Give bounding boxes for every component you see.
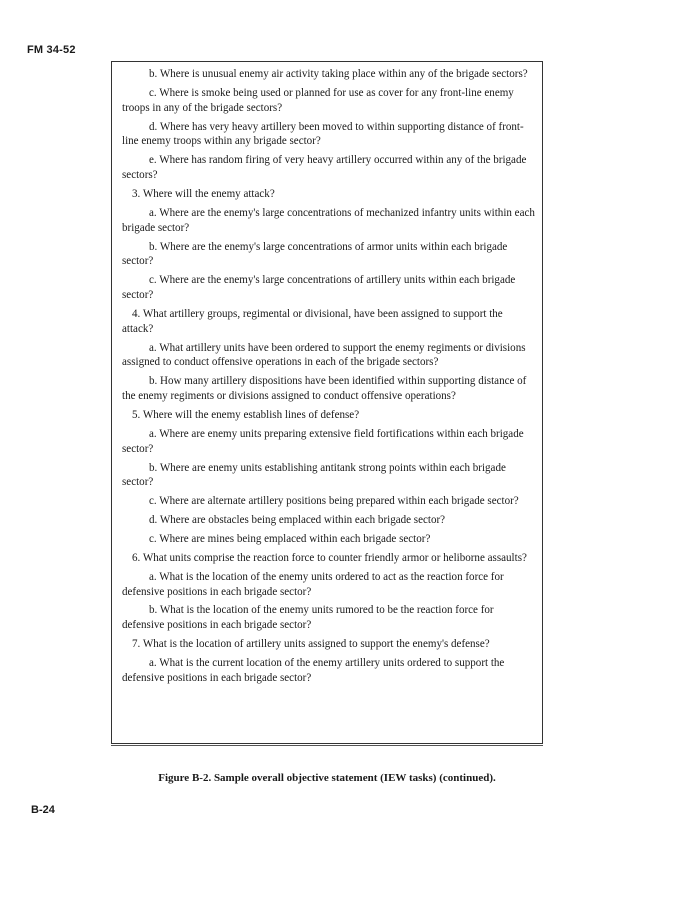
sub-question-item: a. Where are enemy units preparing extensive field fortifications within each brigade sector? (122, 427, 524, 455)
sub-question-item: c. Where are mines being emplaced within each brigade sector? (149, 533, 431, 546)
sub-question-item: a. What artillery units have been ordered to support the enemy regiments or divisions assigned to conduct offensive operations in each of the brigade sectors? (122, 341, 526, 369)
sub-question-item: a. What is the current location of the enemy artillery units ordered to support the defensive positions in each brigade sector? (122, 657, 505, 684)
sub-question-item: d. Where are obstacles being emplaced within each brigade sector? (149, 514, 446, 527)
sub-question-item: c. Where are alternate artillery positions being prepared within each brigade sector? (149, 495, 519, 508)
question-item: 4. What artillery groups, regimental or divisional, have been assigned to support the attack? (122, 307, 503, 335)
sub-question-item: c. Where are the enemy's large concentrations of artillery units within each brigade sector? (122, 274, 516, 302)
figure-frame (111, 61, 543, 744)
sub-question-item: b. What is the location of the enemy units rumored to be the reaction force for defensive positions in each brigade sector? (122, 604, 494, 632)
sub-question-item: b. How many artillery dispositions have been identified within supporting distance of the enemy regiments or divisions assigned to conduct offensive operations? (122, 375, 527, 403)
sub-question-item: e. Where has random firing of very heavy artillery occurred within any of the brigade sectors? (122, 154, 527, 182)
question-list (122, 67, 536, 690)
document-id: FM 34-52 (27, 44, 76, 56)
sub-question-item: a. What is the location of the enemy units ordered to act as the reaction force for defensive positions in each brigade sector? (122, 570, 504, 598)
sub-question-item: b. Where are the enemy's large concentrations of armor units within each brigade sector? (122, 240, 508, 268)
question-item: 6. What units comprise the reaction force to counter friendly armor or heliborne assaults? (132, 551, 527, 564)
sub-question-item: a. Where are the enemy's large concentrations of mechanized infantry units within each brigade sector? (122, 206, 535, 234)
question-item: 7. What is the location of artillery units assigned to support the enemy's defense? (132, 638, 490, 651)
sub-question-item: d. Where has very heavy artillery been moved to within supporting distance of front-line enemy troops within any brigade sector? (122, 120, 524, 148)
question-item: 3. Where will the enemy attack? (132, 187, 275, 200)
sub-question-item: b. Where is unusual enemy air activity taking place within any of the brigade sectors? (149, 68, 528, 80)
sub-question-item: b. Where are enemy units establishing antitank strong points within each brigade sector? (122, 461, 506, 489)
sub-question-item: c. Where is smoke being used or planned for use as cover for any front-line enemy troops in any of the brigade sectors? (122, 86, 514, 114)
question-item: 5. Where will the enemy establish lines of defense? (132, 408, 360, 421)
figure-caption: Figure B-2. Sample overall objective statement (IEW tasks) (continued). (158, 772, 496, 784)
page-number: B-24 (31, 804, 55, 816)
